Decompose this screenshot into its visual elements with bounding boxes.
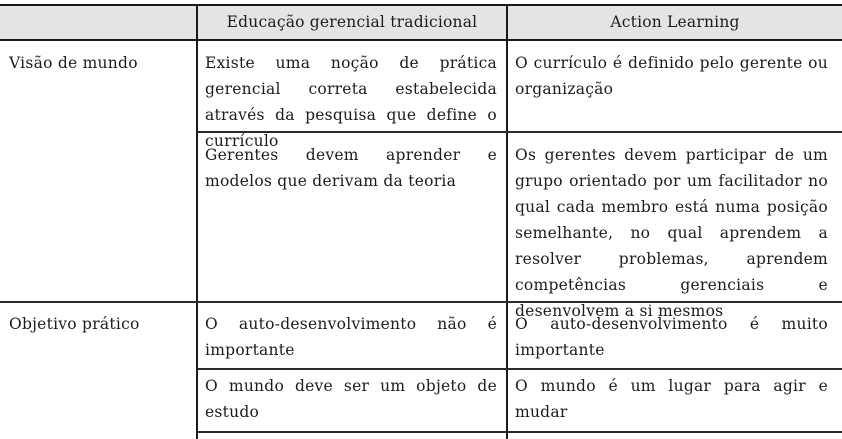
row-label-world-view: Visão de mundo: [9, 54, 138, 72]
row-divider: [198, 431, 842, 433]
row-divider: [198, 368, 842, 370]
column-divider-right: [506, 4, 508, 439]
column-divider-left: [196, 4, 198, 439]
row-label-practical-objective: Objetivo prático: [9, 315, 140, 333]
header-blank-cell: [0, 4, 196, 41]
action-learning-cell: O currículo é definido pelo gerente ou organização: [515, 54, 828, 98]
traditional-cell: O auto-desenvolvimento não é importante: [205, 315, 497, 359]
action-learning-cell: O auto-desenvolvimento é muito importante: [515, 315, 828, 359]
action-learning-cell: Os gerentes devem participar de um grupo orientado por um facilitador no qual cada membro está numa posição semelhante, no qual aprendem a resolver problemas, aprendem competências gerenciais e desenvolvem a si mesmos: [515, 146, 828, 320]
traditional-cell: Existe uma noção de prática gerencial correta estabelecida através da pesquisa que define o currículo: [205, 54, 497, 150]
header-traditional-education: Educação gerencial tradicional: [198, 4, 506, 41]
header-action-learning: Action Learning: [508, 4, 842, 41]
traditional-cell: Gerentes devem aprender e modelos que derivam da teoria: [205, 146, 497, 190]
action-learning-cell: O mundo é um lugar para agir e mudar: [515, 377, 828, 421]
traditional-cell: O mundo deve ser um objeto de estudo: [205, 377, 497, 421]
